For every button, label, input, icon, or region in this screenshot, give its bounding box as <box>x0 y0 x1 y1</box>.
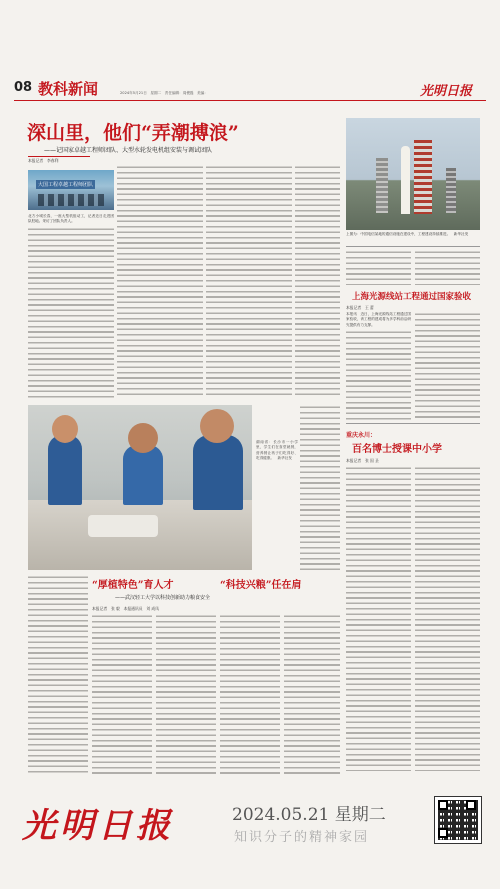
qr-corner-bl <box>438 828 448 838</box>
food-tray <box>88 515 158 537</box>
footer-masthead: 光明日报 <box>22 806 174 846</box>
article2-col3 <box>220 614 280 775</box>
rocket-caption: 上图为：中国电信某地的通信设施在建设中，工程建设持续推进。 新华社发 <box>346 232 469 236</box>
article3-col1 <box>346 330 411 420</box>
rocket-photo <box>346 118 480 230</box>
article3-byline: 本报记者 王 蕾 <box>346 305 374 310</box>
article2-col2 <box>156 614 216 775</box>
date-line: 2024年5月21日 星期二 责任编辑：周俊磊 美编： <box>120 91 208 95</box>
tower-right <box>414 140 432 214</box>
article4-byline: 本报记者 张 国 圣 <box>346 458 379 463</box>
article1-col1 <box>28 227 114 399</box>
tower-far <box>446 168 456 213</box>
article1-photo <box>28 170 114 210</box>
article2-headline-left: “厚植特色”育人才 <box>92 580 174 591</box>
student-1-head <box>52 415 78 443</box>
photo-people <box>38 194 104 206</box>
article1-subhead: ——记国家卓越工程师团队、大型水轮发电机组安装与调试团队 <box>44 147 213 154</box>
article1-col4 <box>295 165 340 399</box>
right-rule-1 <box>346 246 480 247</box>
student-2-head <box>128 423 158 453</box>
article1-byline: 本报记者 李春利 <box>28 158 59 163</box>
student-2 <box>123 445 163 505</box>
footer-date: 2024.05.21 星期二 <box>232 805 386 825</box>
tower-left <box>376 158 388 213</box>
article2-left-col <box>28 575 88 775</box>
student-1 <box>48 435 82 505</box>
article4-col1 <box>346 466 411 771</box>
article4-col2 <box>415 466 480 771</box>
article1-lead: 北方小城长春，一座大型机组动工，记者近日走进团队驻地。采访了团队负责人。 <box>28 214 114 224</box>
page-number: 08 <box>14 80 33 95</box>
article3-col2 <box>415 312 480 420</box>
article2-byline: 本报记者 张 毅 本报通讯员 刘 成凤 <box>92 606 159 611</box>
right-col-a <box>346 250 411 285</box>
header-rule <box>14 100 486 101</box>
qr-code[interactable] <box>434 796 482 844</box>
qr-corner-tl <box>438 800 448 810</box>
article2-subhead: ——武汉轻工大学以科技创新助力粮食安全 <box>115 595 211 601</box>
right-rule-2 <box>346 423 480 424</box>
article3-lead: 本报讯 近日，上海光源线站工程通过国家验收，该工程的建成将为多学科前沿研究提供有力支撑。 <box>346 312 411 327</box>
student-3-head <box>200 409 234 443</box>
article1-headline: 深山里，他们“弄潮搏浪” <box>27 122 239 144</box>
students-photo <box>28 405 252 570</box>
header-masthead: 光明日报 <box>420 84 473 99</box>
qr-corner-tr <box>466 800 476 810</box>
footer-slogan: 知识分子的精神家园 <box>234 830 370 845</box>
student-3 <box>193 435 243 510</box>
article2-col4 <box>284 614 340 775</box>
byline-rule <box>28 156 90 157</box>
section-title: 教科新闻 <box>38 80 99 98</box>
article3-headline: 上海光源线站工程通过国家验收 <box>352 292 472 302</box>
article1-col2 <box>117 165 203 399</box>
article1-col3 <box>206 165 292 399</box>
article4-headline: 百名博士授课中小学 <box>352 444 442 455</box>
article4-kicker: 重庆永川： <box>346 432 377 439</box>
article-mid-col <box>300 405 340 570</box>
right-col-b <box>415 250 480 285</box>
students-photo-caption: 湖南省：长沙市一小学里，学生们在食堂就餐，营养餐让孩子们吃得好、吃得健康。 新华社发 <box>256 440 298 461</box>
photo-banner: 大国工程卓越工程师团队 <box>38 182 94 188</box>
article2-headline-right: “科技兴粮”任在肩 <box>220 580 302 591</box>
article2-col1 <box>92 614 152 775</box>
rocket <box>401 146 410 214</box>
